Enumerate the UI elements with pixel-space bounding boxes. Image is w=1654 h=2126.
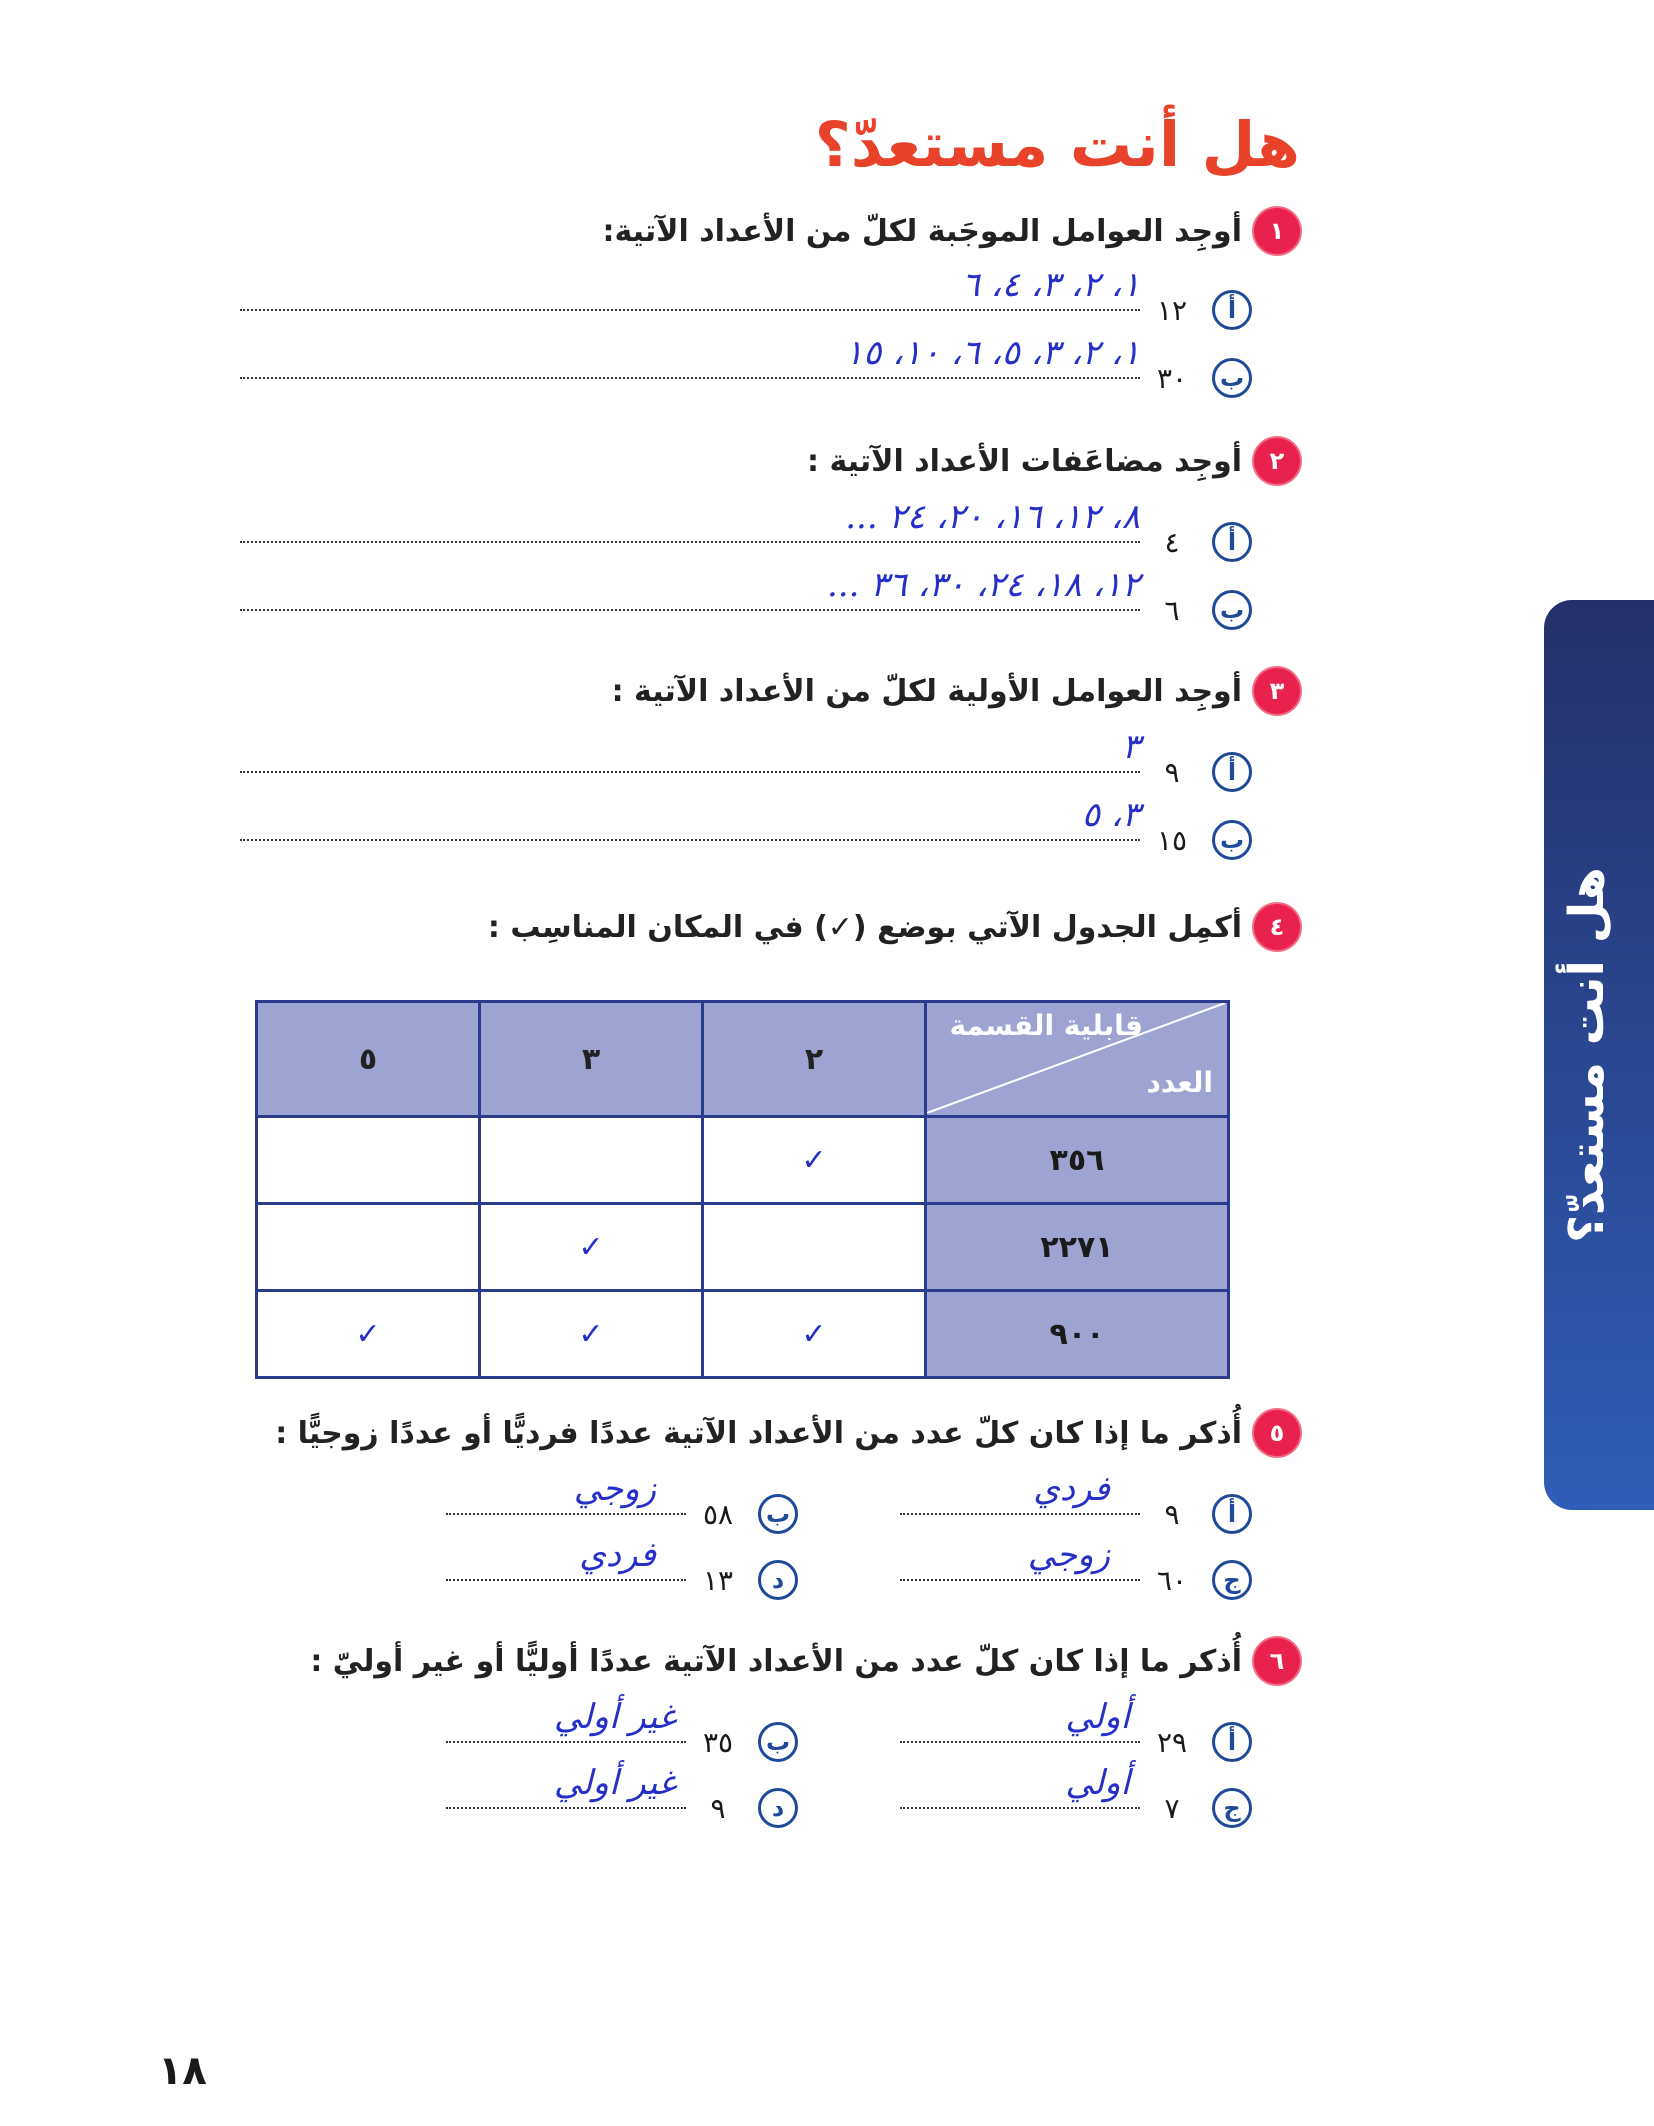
item-label: أ (1212, 1722, 1252, 1762)
table-row (257, 1291, 1229, 1378)
handwritten-answer: زوجي (573, 1469, 656, 1509)
handwritten-answer: ١٢، ١٨، ٢٤، ٣٠، ٣٦ ... (826, 565, 1140, 605)
handwritten-answer: أولي (1065, 1763, 1130, 1803)
question-number: ٦ (1254, 1638, 1300, 1684)
item-label: ب (1212, 590, 1252, 630)
handwritten-answer: غير أولي (553, 1697, 676, 1737)
item-number: ٢٩ (1156, 1725, 1188, 1759)
answer-field[interactable] (446, 1535, 686, 1581)
question-6 (310, 1638, 1300, 1684)
check-cell[interactable] (703, 1204, 926, 1291)
answer-field[interactable] (900, 1763, 1140, 1809)
answer-line (900, 1535, 1252, 1600)
handwritten-answer: فردي (1033, 1469, 1110, 1509)
item-label: ب (758, 1494, 798, 1534)
question-5 (275, 1410, 1300, 1456)
question-number: ١ (1254, 208, 1300, 254)
handwritten-answer: ٣ (1121, 727, 1140, 767)
answer-field[interactable] (240, 565, 1140, 611)
page-title: هل أنت مستعدّ؟ (814, 108, 1300, 181)
answer-line (900, 1469, 1252, 1534)
answer-line (240, 497, 1252, 562)
handwritten-answer: فردي (579, 1535, 656, 1575)
answer-line (240, 265, 1252, 330)
row-number: ٢٢٧١ (926, 1204, 1229, 1291)
item-number: ١٢ (1156, 293, 1188, 327)
item-number: ٣٠ (1156, 361, 1188, 395)
answer-line (446, 1697, 798, 1762)
item-label: ج (1212, 1788, 1252, 1828)
check-cell[interactable] (480, 1117, 703, 1204)
question-4 (488, 904, 1300, 950)
answer-line (240, 333, 1252, 398)
question-text: أُذكر ما إذا كان كلّ عدد من الأعداد الآتية عددًا فرديًّا أو عددًا زوجيًّا : (275, 1415, 1242, 1451)
check-cell[interactable]: ✓ (480, 1291, 703, 1378)
item-number: ٤ (1164, 525, 1180, 559)
item-number: ٩ (1164, 755, 1180, 789)
item-label: ب (1212, 820, 1252, 860)
question-text: أُذكر ما إذا كان كلّ عدد من الأعداد الآتية عددًا أوليًّا أو غير أوليّ : (310, 1643, 1242, 1679)
question-3 (612, 668, 1300, 714)
item-label: د (758, 1560, 798, 1600)
question-1 (602, 208, 1300, 254)
answer-field[interactable] (240, 497, 1140, 543)
item-number: ١٥ (1156, 823, 1188, 857)
check-cell[interactable] (257, 1204, 480, 1291)
answer-line (240, 565, 1252, 630)
answer-field[interactable] (240, 727, 1140, 773)
row-number: ٣٥٦ (926, 1117, 1229, 1204)
item-number: ٧ (1164, 1791, 1180, 1825)
answer-field[interactable] (240, 795, 1140, 841)
question-text: أوجِد العوامل الموجَبة لكلّ من الأعداد الآتية: (602, 213, 1242, 249)
table-row (257, 1117, 1229, 1204)
answer-field[interactable] (446, 1697, 686, 1743)
answer-line (446, 1763, 798, 1828)
check-cell[interactable]: ✓ (480, 1204, 703, 1291)
table-header-row (257, 1002, 1229, 1117)
answer-field[interactable] (240, 265, 1140, 311)
item-number: ٥٨ (702, 1497, 734, 1531)
handwritten-answer: ١، ٢، ٣، ٤، ٦ (961, 265, 1140, 305)
column-header: ٢ (703, 1002, 926, 1117)
question-2 (807, 438, 1300, 484)
item-number: ٣٥ (702, 1725, 734, 1759)
column-header: ٣ (480, 1002, 703, 1117)
check-cell[interactable] (257, 1117, 480, 1204)
question-text: أوجِد مضاعَفات الأعداد الآتية : (807, 443, 1242, 479)
check-cell[interactable]: ✓ (703, 1291, 926, 1378)
item-label: أ (1212, 522, 1252, 562)
answer-line (240, 795, 1252, 860)
header-divisibility: قابلية القسمة (949, 1009, 1143, 1042)
item-label: أ (1212, 752, 1252, 792)
table-row (257, 1204, 1229, 1291)
handwritten-answer: ٣، ٥ (1081, 795, 1140, 835)
item-number: ١٣ (702, 1563, 734, 1597)
question-number: ٢ (1254, 438, 1300, 484)
question-number: ٣ (1254, 668, 1300, 714)
answer-field[interactable] (446, 1469, 686, 1515)
answer-line (240, 727, 1252, 792)
item-label: د (758, 1788, 798, 1828)
handwritten-answer: زوجي (1027, 1535, 1110, 1575)
item-label: أ (1212, 290, 1252, 330)
answer-line (446, 1535, 798, 1600)
item-number: ٩ (710, 1791, 726, 1825)
item-number: ٩ (1164, 1497, 1180, 1531)
row-number: ٩٠٠ (926, 1291, 1229, 1378)
answer-field[interactable] (900, 1697, 1140, 1743)
side-tab-label: هل أنت مستعدّ؟ (1559, 867, 1615, 1243)
item-label: ب (1212, 358, 1252, 398)
item-number: ٦ (1164, 593, 1180, 627)
handwritten-answer: غير أولي (553, 1763, 676, 1803)
answer-field[interactable] (240, 333, 1140, 379)
handwritten-answer: ١، ٢، ٣، ٥، ٦، ١٠، ١٥ (844, 333, 1140, 373)
answer-field[interactable] (446, 1763, 686, 1809)
question-text: أكمِل الجدول الآتي بوضع (✓) في المكان المناسِب : (487, 909, 1242, 945)
handwritten-answer: أولي (1065, 1697, 1130, 1737)
answer-line (446, 1469, 798, 1534)
page-number: ١٨ (158, 2048, 207, 2094)
answer-field[interactable] (900, 1535, 1140, 1581)
header-number: العدد (1146, 1066, 1213, 1099)
answer-line (900, 1763, 1252, 1828)
check-cell[interactable]: ✓ (703, 1117, 926, 1204)
check-cell[interactable]: ✓ (257, 1291, 480, 1378)
corner-header (926, 1002, 1229, 1117)
divisibility-table (255, 1000, 1230, 1379)
question-text: أوجِد العوامل الأولية لكلّ من الأعداد الآتية : (611, 673, 1242, 709)
item-number: ٦٠ (1156, 1563, 1188, 1597)
question-number: ٤ (1254, 904, 1300, 950)
answer-line (900, 1697, 1252, 1762)
question-number: ٥ (1254, 1410, 1300, 1456)
answer-field[interactable] (900, 1469, 1140, 1515)
handwritten-answer: ٨، ١٢، ١٦، ٢٠، ٢٤ ... (845, 497, 1140, 537)
item-label: ب (758, 1722, 798, 1762)
item-label: ج (1212, 1560, 1252, 1600)
item-label: أ (1212, 1494, 1252, 1534)
column-header: ٥ (257, 1002, 480, 1117)
